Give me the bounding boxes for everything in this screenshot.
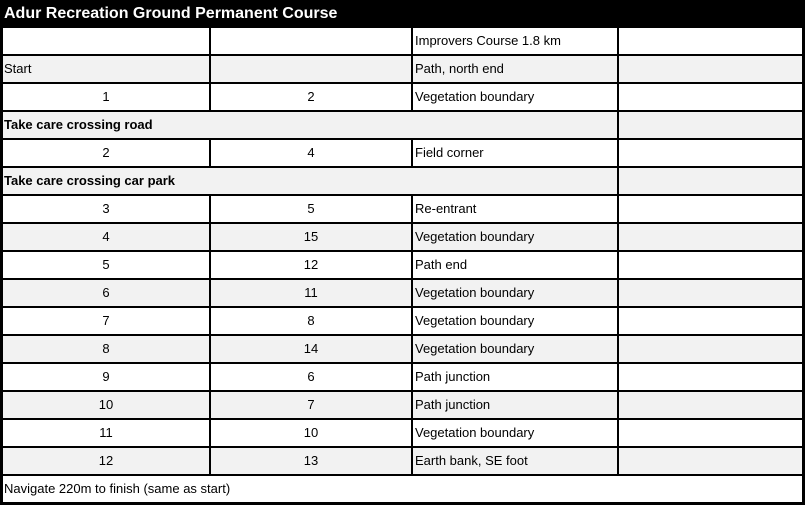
- control-number-cell[interactable]: 6: [3, 280, 209, 306]
- control-feature-cell[interactable]: Vegetation boundary: [413, 308, 617, 334]
- control-extra-cell[interactable]: [619, 196, 802, 222]
- header-col2-cell[interactable]: [211, 28, 411, 54]
- control-row: [0, 308, 805, 336]
- control-feature-cell[interactable]: Re-entrant: [413, 196, 617, 222]
- control-feature-cell[interactable]: Field corner: [413, 140, 617, 166]
- control-number-cell[interactable]: 10: [3, 392, 209, 418]
- control-code-cell[interactable]: 14: [211, 336, 411, 362]
- note-extra-cell[interactable]: [619, 112, 802, 138]
- control-code-cell[interactable]: 13: [211, 448, 411, 474]
- control-row: [0, 392, 805, 420]
- control-extra-cell[interactable]: [619, 280, 802, 306]
- control-feature-cell[interactable]: Vegetation boundary: [413, 224, 617, 250]
- control-feature-cell[interactable]: Earth bank, SE foot: [413, 448, 617, 474]
- start-feature-cell[interactable]: Path, north end: [413, 56, 617, 82]
- control-extra-cell[interactable]: [619, 364, 802, 390]
- header-col1-cell[interactable]: [3, 28, 209, 54]
- start-extra-cell[interactable]: [619, 56, 802, 82]
- control-feature-cell[interactable]: Vegetation boundary: [413, 84, 617, 110]
- control-extra-cell[interactable]: [619, 140, 802, 166]
- note-row: [0, 168, 805, 196]
- control-code-cell[interactable]: 7: [211, 392, 411, 418]
- control-code-cell[interactable]: 15: [211, 224, 411, 250]
- control-extra-cell[interactable]: [619, 308, 802, 334]
- control-extra-cell[interactable]: [619, 84, 802, 110]
- control-extra-cell[interactable]: [619, 392, 802, 418]
- control-code-cell[interactable]: 5: [211, 196, 411, 222]
- control-row: [0, 420, 805, 448]
- control-number-cell[interactable]: 7: [3, 308, 209, 334]
- control-extra-cell[interactable]: [619, 336, 802, 362]
- control-number-cell[interactable]: 8: [3, 336, 209, 362]
- start-label-cell[interactable]: Start: [3, 56, 209, 82]
- note-row: [0, 112, 805, 140]
- control-number-cell[interactable]: 3: [3, 196, 209, 222]
- control-code-cell[interactable]: 10: [211, 420, 411, 446]
- control-code-cell[interactable]: 2: [211, 84, 411, 110]
- control-row: [0, 280, 805, 308]
- control-number-cell[interactable]: 1: [3, 84, 209, 110]
- control-feature-cell[interactable]: Path end: [413, 252, 617, 278]
- control-feature-cell[interactable]: Vegetation boundary: [413, 280, 617, 306]
- control-feature-cell[interactable]: Vegetation boundary: [413, 336, 617, 362]
- control-feature-cell[interactable]: Path junction: [413, 392, 617, 418]
- control-extra-cell[interactable]: [619, 448, 802, 474]
- control-code-cell[interactable]: 12: [211, 252, 411, 278]
- control-extra-cell[interactable]: [619, 252, 802, 278]
- control-row: [0, 196, 805, 224]
- control-code-cell[interactable]: 4: [211, 140, 411, 166]
- control-number-cell[interactable]: 4: [3, 224, 209, 250]
- control-extra-cell[interactable]: [619, 420, 802, 446]
- control-row: [0, 364, 805, 392]
- control-number-cell[interactable]: 11: [3, 420, 209, 446]
- control-number-cell[interactable]: 12: [3, 448, 209, 474]
- road-crossing-note-cell[interactable]: Take care crossing road: [3, 112, 617, 138]
- road-crossing-note-cell[interactable]: Take care crossing car park: [3, 168, 617, 194]
- control-feature-cell[interactable]: Path junction: [413, 364, 617, 390]
- control-code-cell[interactable]: 6: [211, 364, 411, 390]
- control-row: [0, 140, 805, 168]
- control-code-cell[interactable]: 11: [211, 280, 411, 306]
- note-extra-cell[interactable]: [619, 168, 802, 194]
- control-row: [0, 336, 805, 364]
- control-row: [0, 252, 805, 280]
- control-extra-cell[interactable]: [619, 224, 802, 250]
- control-number-cell[interactable]: 2: [3, 140, 209, 166]
- footer-row: [0, 476, 805, 504]
- control-code-cell[interactable]: 8: [211, 308, 411, 334]
- finish-note-cell[interactable]: Navigate 220m to finish (same as start): [3, 476, 802, 502]
- control-row: [0, 84, 805, 112]
- header-row: [0, 28, 805, 56]
- control-number-cell[interactable]: 5: [3, 252, 209, 278]
- control-row: [0, 448, 805, 476]
- control-row: [0, 224, 805, 252]
- control-feature-cell[interactable]: Vegetation boundary: [413, 420, 617, 446]
- start-row: [0, 56, 805, 84]
- start-code-cell[interactable]: [211, 56, 411, 82]
- sheet-title: Adur Recreation Ground Permanent Course: [4, 5, 338, 22]
- course-name-cell[interactable]: Improvers Course 1.8 km: [413, 28, 617, 54]
- control-number-cell[interactable]: 9: [3, 364, 209, 390]
- header-col4-cell[interactable]: [619, 28, 802, 54]
